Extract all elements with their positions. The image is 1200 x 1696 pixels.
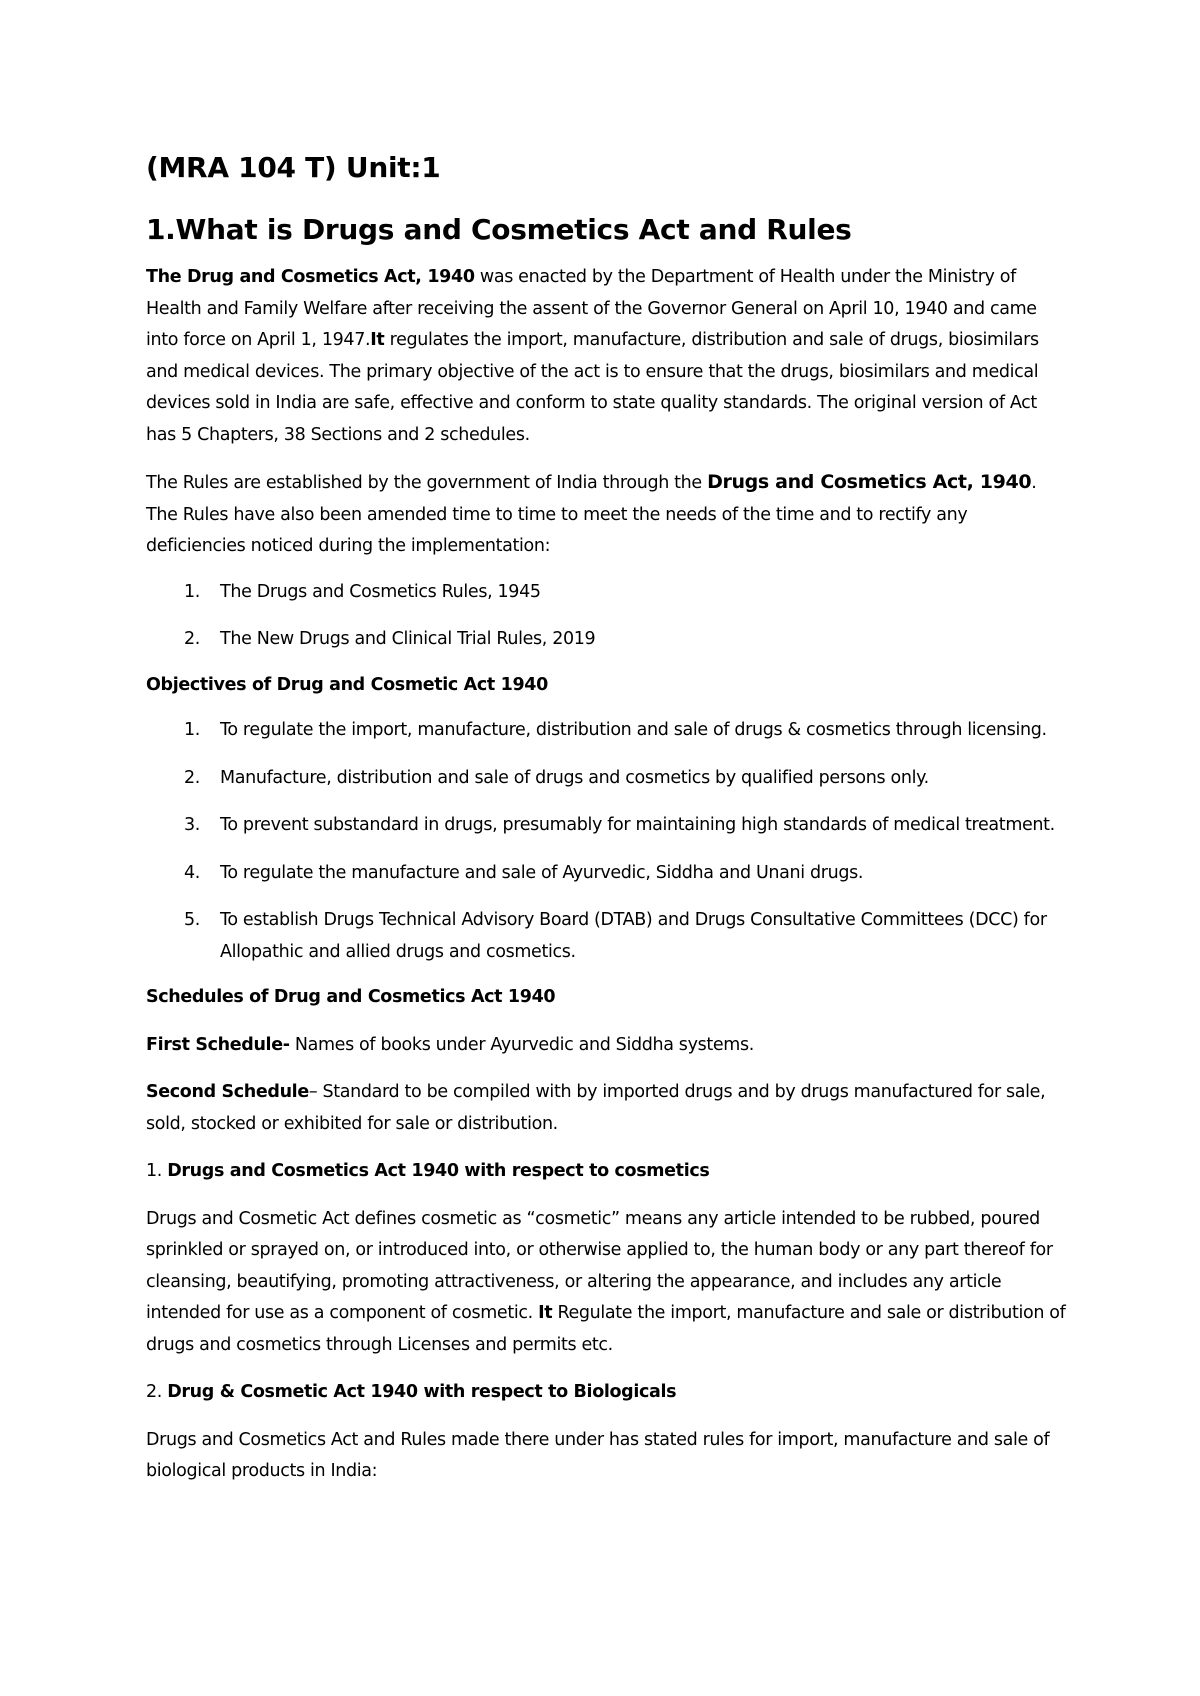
section-number: 1. — [146, 1161, 168, 1181]
intro-bold-it: It — [370, 330, 385, 350]
list-item-text: The New Drugs and Clinical Trial Rules, 2019 — [220, 629, 596, 649]
first-schedule-label: First Schedule- — [146, 1034, 290, 1055]
section-heading-text: Drug & Cosmetic Act 1940 with respect to Biologicals — [167, 1382, 677, 1402]
cosmetics-paragraph — [146, 1204, 1066, 1362]
list-item — [146, 715, 1066, 747]
document-page — [146, 150, 1066, 1488]
list-item-text: Manufacture, distribution and sale of drugs and cosmetics by qualified persons only. — [220, 767, 929, 788]
cosmetics-bold-it: It — [538, 1303, 553, 1323]
first-schedule-text: Names of books under Ayurvedic and Siddha systems. — [289, 1034, 754, 1055]
list-number: 4. — [184, 862, 200, 883]
list-item-text: The Drugs and Cosmetics Rules, 1945 — [220, 581, 541, 602]
rules-act-bold: Drugs and Cosmetics Act, 1940 — [707, 471, 1032, 493]
list-number: 2. — [184, 767, 200, 788]
first-schedule-paragraph — [146, 1030, 1066, 1062]
cosmetics-text-2: Regulate the import, manufacture and sale or distribution of drugs and cosmetics through Licenses and permits etc. — [146, 1303, 1066, 1355]
list-number: 5. — [184, 910, 200, 930]
list-item-text: To establish Drugs Technical Advisory Board (DTAB) and Drugs Consultative Committees (DCC) for Allopathic and allied drugs and cosmetics. — [220, 910, 1047, 962]
rules-paragraph — [146, 467, 1066, 563]
list-item-text: To regulate the import, manufacture, distribution and sale of drugs & cosmetics through licensing. — [220, 720, 1047, 740]
biologicals-paragraph: Drugs and Cosmetics Act and Rules made there under has stated rules for import, manufacture and sale of biological products in India: — [146, 1429, 1050, 1481]
list-number: 1. — [184, 581, 200, 602]
document-title: (MRA 104 T) Unit:1 — [146, 151, 441, 184]
list-item — [146, 624, 1066, 656]
second-schedule-text: – Standard to be compiled with by imported drugs and by drugs manufactured for sale, sold, stocked or exhibited for sale or distribution. — [146, 1082, 1046, 1134]
biologicals-section-heading — [146, 1377, 1066, 1409]
intro-paragraph — [146, 262, 1066, 451]
list-item-text: To prevent substandard in drugs, presumably for maintaining high standards of medical treatment. — [220, 815, 1055, 835]
rules-list — [146, 577, 1066, 656]
second-schedule-label: Second Schedule — [146, 1082, 309, 1102]
rules-text-2: . The Rules have also been amended time to time to meet the needs of the time and to rectify any deficiencies noticed during the implementation: — [146, 473, 1037, 556]
list-item — [146, 810, 1066, 842]
intro-text-1: was enacted by the Department of Health under the Ministry of Health and Family Welfare after receiving the assent of the Governor General on April 10, 1940 and came into force on April 1, 1947. — [146, 267, 1037, 350]
section-number: 2. — [146, 1382, 168, 1402]
list-item — [146, 858, 1066, 890]
intro-text-2: regulates the import, manufacture, distribution and sale of drugs, biosimilars and medical devices. The primary objective of the act is to ensure that the drugs, biosimilars and medical devices sold in India are safe, effective and conform to state quality standards. The original version of Act has 5 Chapters, 38 Sections and 2 schedules. — [146, 330, 1039, 445]
section-heading-drugs-cosmetics-act: 1.What is Drugs and Cosmetics Act and Rules — [146, 213, 852, 246]
list-item — [146, 763, 1066, 795]
list-item — [146, 577, 1066, 609]
schedules-heading: Schedules of Drug and Cosmetics Act 1940 — [146, 987, 556, 1007]
list-number: 1. — [184, 720, 200, 740]
section-heading-text: Drugs and Cosmetics Act 1940 with respect to cosmetics — [167, 1161, 710, 1181]
cosmetics-text-1: Drugs and Cosmetic Act defines cosmetic as “cosmetic” means any article intended to be rubbed, poured sprinkled or sprayed on, or introduced into, or otherwise applied to, the human body or any part thereof for cleansing, beautifying, promoting attractiveness, or altering the appearance, and includes any article intended for use as a component of cosmetic. — [146, 1208, 1053, 1323]
act-name-bold: The Drug and Cosmetics Act, 1940 — [146, 267, 475, 287]
cosmetics-section-heading — [146, 1156, 1066, 1188]
objectives-heading: Objectives of Drug and Cosmetic Act 1940 — [146, 674, 548, 695]
list-number: 3. — [184, 815, 200, 835]
second-schedule-paragraph — [146, 1077, 1066, 1140]
rules-text-1: The Rules are established by the government of India through the — [146, 473, 708, 493]
objectives-list — [146, 715, 1066, 968]
list-number: 2. — [184, 629, 200, 649]
list-item-text: To regulate the manufacture and sale of Ayurvedic, Siddha and Unani drugs. — [220, 862, 864, 883]
list-item — [146, 905, 1066, 968]
